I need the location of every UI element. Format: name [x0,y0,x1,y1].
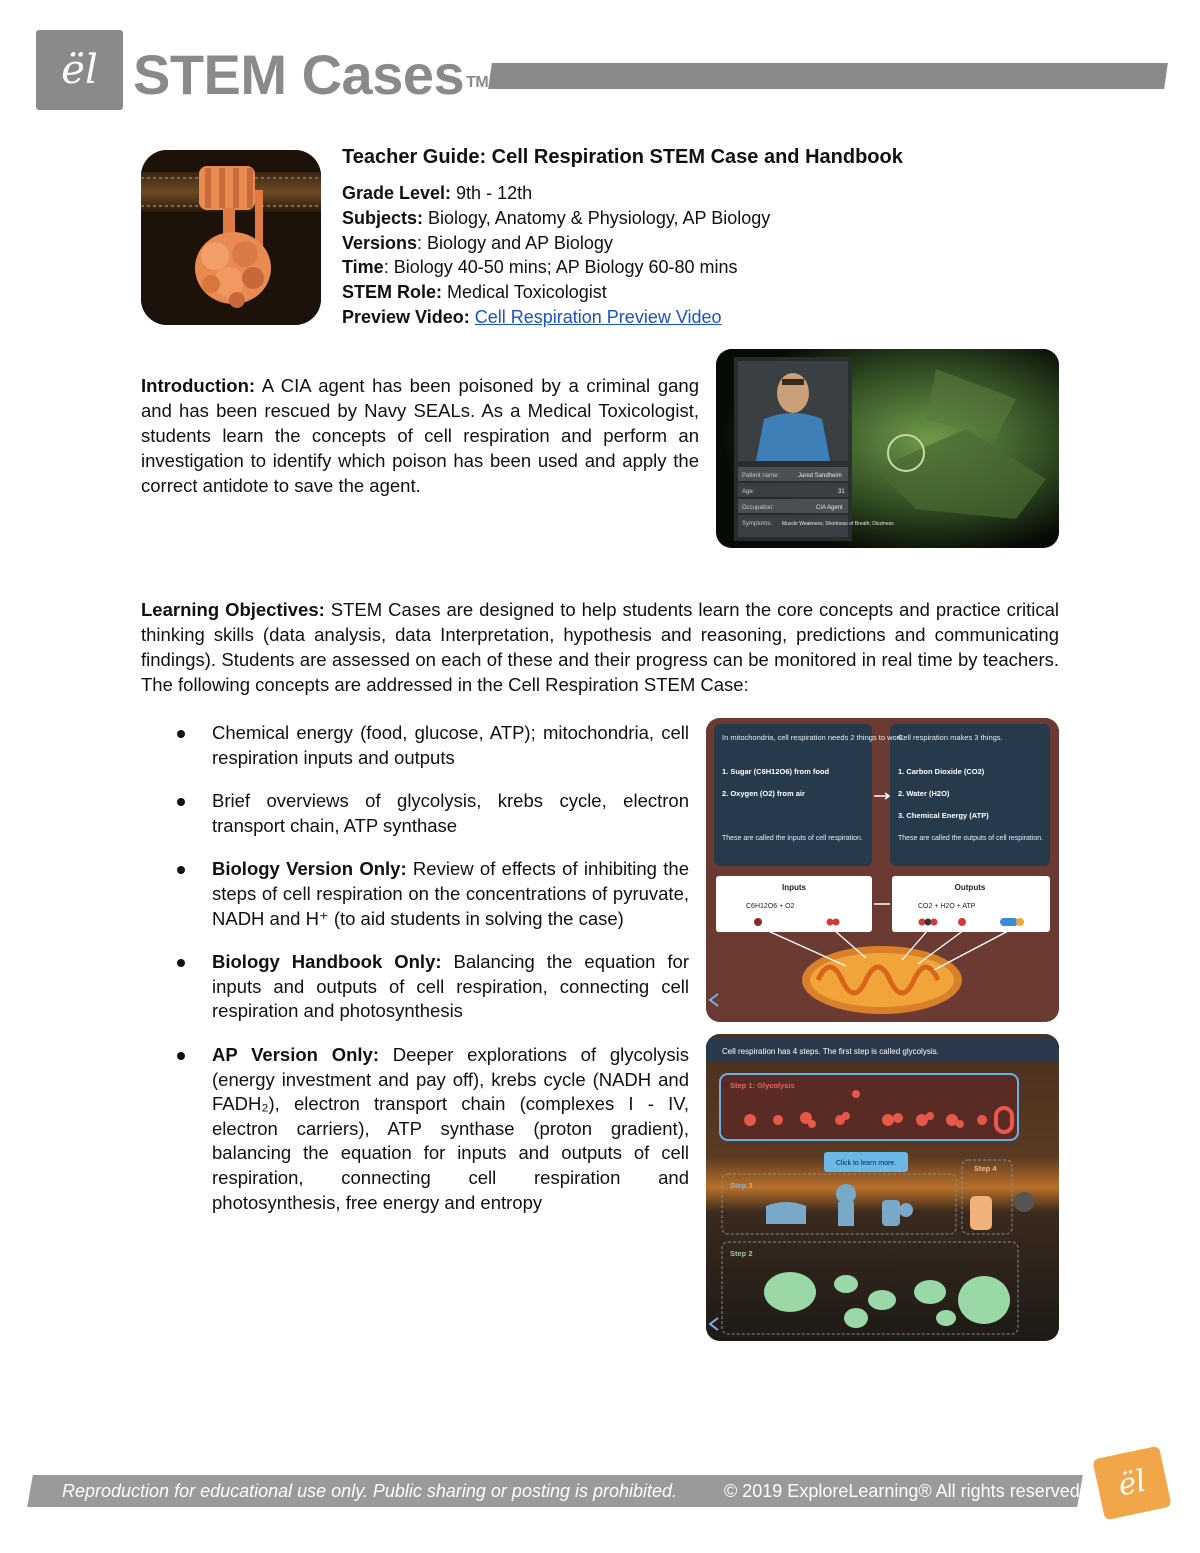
concept-text: Brief overviews of glycolysis, krebs cycle, electron transport chain, ATP synthase [212,790,689,836]
panel1-inputs-title: Inputs [782,883,806,892]
brand-name: STEM Cases [133,43,465,106]
video-card-value-name: Jared Sandheim [798,473,842,479]
panel1-co2-item: 1. Carbon Dioxide (CO2) [898,767,985,776]
explorelearning-footer-logo [1092,1446,1171,1521]
brand-title [133,42,488,108]
panel1-atp-item: 3. Chemical Energy (ATP) [898,811,989,820]
concept-item [173,857,689,931]
concept-bold-label: AP Version Only: [212,1043,379,1065]
introduction-text: A CIA agent has been poisoned by a criminal gang and has been rescued by Navy SEALs. As a Medical Toxicologist, students learn the concepts of cell respiration and perform an investigation to identify which poison has been used and apply the correct antidote to save the agent. [141,375,699,496]
stem-role-value: Medical Toxicologist [442,282,607,303]
panel1-oxygen-item: 2. Oxygen (O2) from air [722,789,805,798]
panel2-step1: Step 1: Glycolysis [730,1081,795,1090]
panel2-banner: Cell respiration has 4 steps. The first step is called glycolysis. [722,1047,939,1056]
concept-text: Deeper explorations of glycolysis (energy investment and pay off), krebs cycle (NADH and FADH₂), electron transport chain (complexes I - IV, electron carriers), ATP synthase (proton gradient), balancing the equation for inputs and outputs of cell respiration, connecting cell respiration and photosynthesis, free energy and entropy [212,1043,689,1213]
panel2-step4: Step 4 [974,1164,997,1173]
panel2-step3: Step 3 [730,1181,753,1190]
versions-label: Versions [342,232,418,253]
concept-item [173,950,689,1024]
concepts-list [173,721,689,1234]
panel1-left-foot: These are called the inputs of cell respiration. [722,835,863,842]
panel2-tooltip: Click to learn more. [835,1160,897,1167]
panel1-outputs-title: Outputs [954,883,986,892]
atp-synthase-thumbnail [141,150,321,325]
grade-level-value: 9th - 12th [451,183,533,203]
footer-logo-glyph: ël [1114,1463,1150,1503]
video-card-value-occupation: CIA Agent [816,505,843,511]
preview-video-link[interactable]: Cell Respiration Preview Video [474,306,722,327]
time-label: Time [342,257,384,278]
stem-role-label: STEM Role: [342,282,443,303]
versions-row [342,231,1062,256]
guide-info [342,145,1062,330]
case-preview-image [716,349,1059,548]
concept-item [173,789,689,838]
stem-cases-logo-badge [36,30,123,110]
concept-bold-label: Biology Version Only: [212,858,407,880]
four-steps-screenshot [706,1034,1059,1341]
introduction-label: Introduction: [141,375,256,396]
guide-title: Teacher Guide: Cell Respiration STEM Case and Handbook [342,146,903,168]
atp-synthase-illustration [141,150,321,325]
video-card-label-occupation: Occupation: [742,505,775,511]
footer-copyright: © 2019 ExploreLearning® All rights reserved [724,1481,1080,1501]
learning-objectives-paragraph [141,597,1059,697]
preview-video-row [342,305,1062,330]
video-card-label-symptoms: Symptoms: [742,521,773,527]
concept-item [173,1043,689,1215]
video-card-value-age: 31 [838,489,845,495]
concept-text: Balancing the equation for inputs and outputs of cell respiration, connecting cell respiration and photosynthesis [212,951,689,1022]
learning-objectives-text: STEM Cases are designed to help students learn the core concepts and practice critical thinking skills (data analysis, data Interpretation, hypothesis and reasoning, predictions and communicating findings). Students are assessed on each of these and their progress can be monitored in real time by teachers. The following concepts are addressed in the Cell Respiration STEM Case: [141,599,1059,695]
panel1-water-item: 2. Water (H2O) [898,789,950,798]
introduction-paragraph [141,373,699,498]
inputs-outputs-screenshot [706,718,1059,1022]
night-vision-scene [716,349,1059,548]
video-card-label-age: Age: [742,489,755,495]
grade-level-row [342,181,1062,206]
learning-objectives-label: Learning Objectives: [141,599,325,620]
panel2-step2: Step 2 [730,1249,753,1258]
subjects-row [342,206,1062,231]
inputs-outputs-diagram [706,718,1059,1022]
trademark-symbol: TM [466,74,489,91]
concept-bold-label: Biology Handbook Only: [212,951,442,973]
panel1-right-intro: Cell respiration makes 3 things. [898,733,1003,742]
header-rule-bar [488,63,1168,89]
panel1-sugar-item: 1. Sugar (C6H12O6) from food [722,767,830,776]
four-steps-diagram [706,1034,1059,1341]
subjects-value: Biology, Anatomy & Physiology, AP Biology [423,207,771,228]
subjects-label: Subjects: [342,207,424,228]
panel1-outputs-formula: CO2 + H2O + ATP [918,903,976,910]
versions-value: : Biology and AP Biology [417,232,613,253]
concept-item [173,721,689,770]
concept-text: Chemical energy (food, glucose, ATP); mitochondria, cell respiration inputs and outputs [212,722,689,768]
panel1-inputs-formula: C6H12O6 + O2 [746,903,795,910]
stem-role-row [342,280,1062,305]
video-card-value-symptoms: Muscle Weakness; Shortness of Breath; Dizziness [782,521,894,527]
grade-level-label: Grade Level: [342,183,452,203]
panel1-left-intro: In mitochondria, cell respiration needs 2 things to work. [722,733,906,742]
footer-reproduction-notice: Reproduction for educational use only. Public sharing or posting is prohibited. [62,1481,678,1501]
preview-video-label: Preview Video: [342,306,470,327]
logo-glyph: ël [61,47,98,93]
panel1-right-foot: These are called the outputs of cell respiration. [898,835,1044,842]
time-row [342,255,1062,280]
concept-text: Review of effects of inhibiting the steps of cell respiration on the concentrations of pyruvate, NADH and H⁺ (to aid students in solving the case) [212,858,689,929]
time-value: : Biology 40-50 mins; AP Biology 60-80 mins [383,257,738,278]
video-card-label-name: Patient name: [742,473,780,479]
